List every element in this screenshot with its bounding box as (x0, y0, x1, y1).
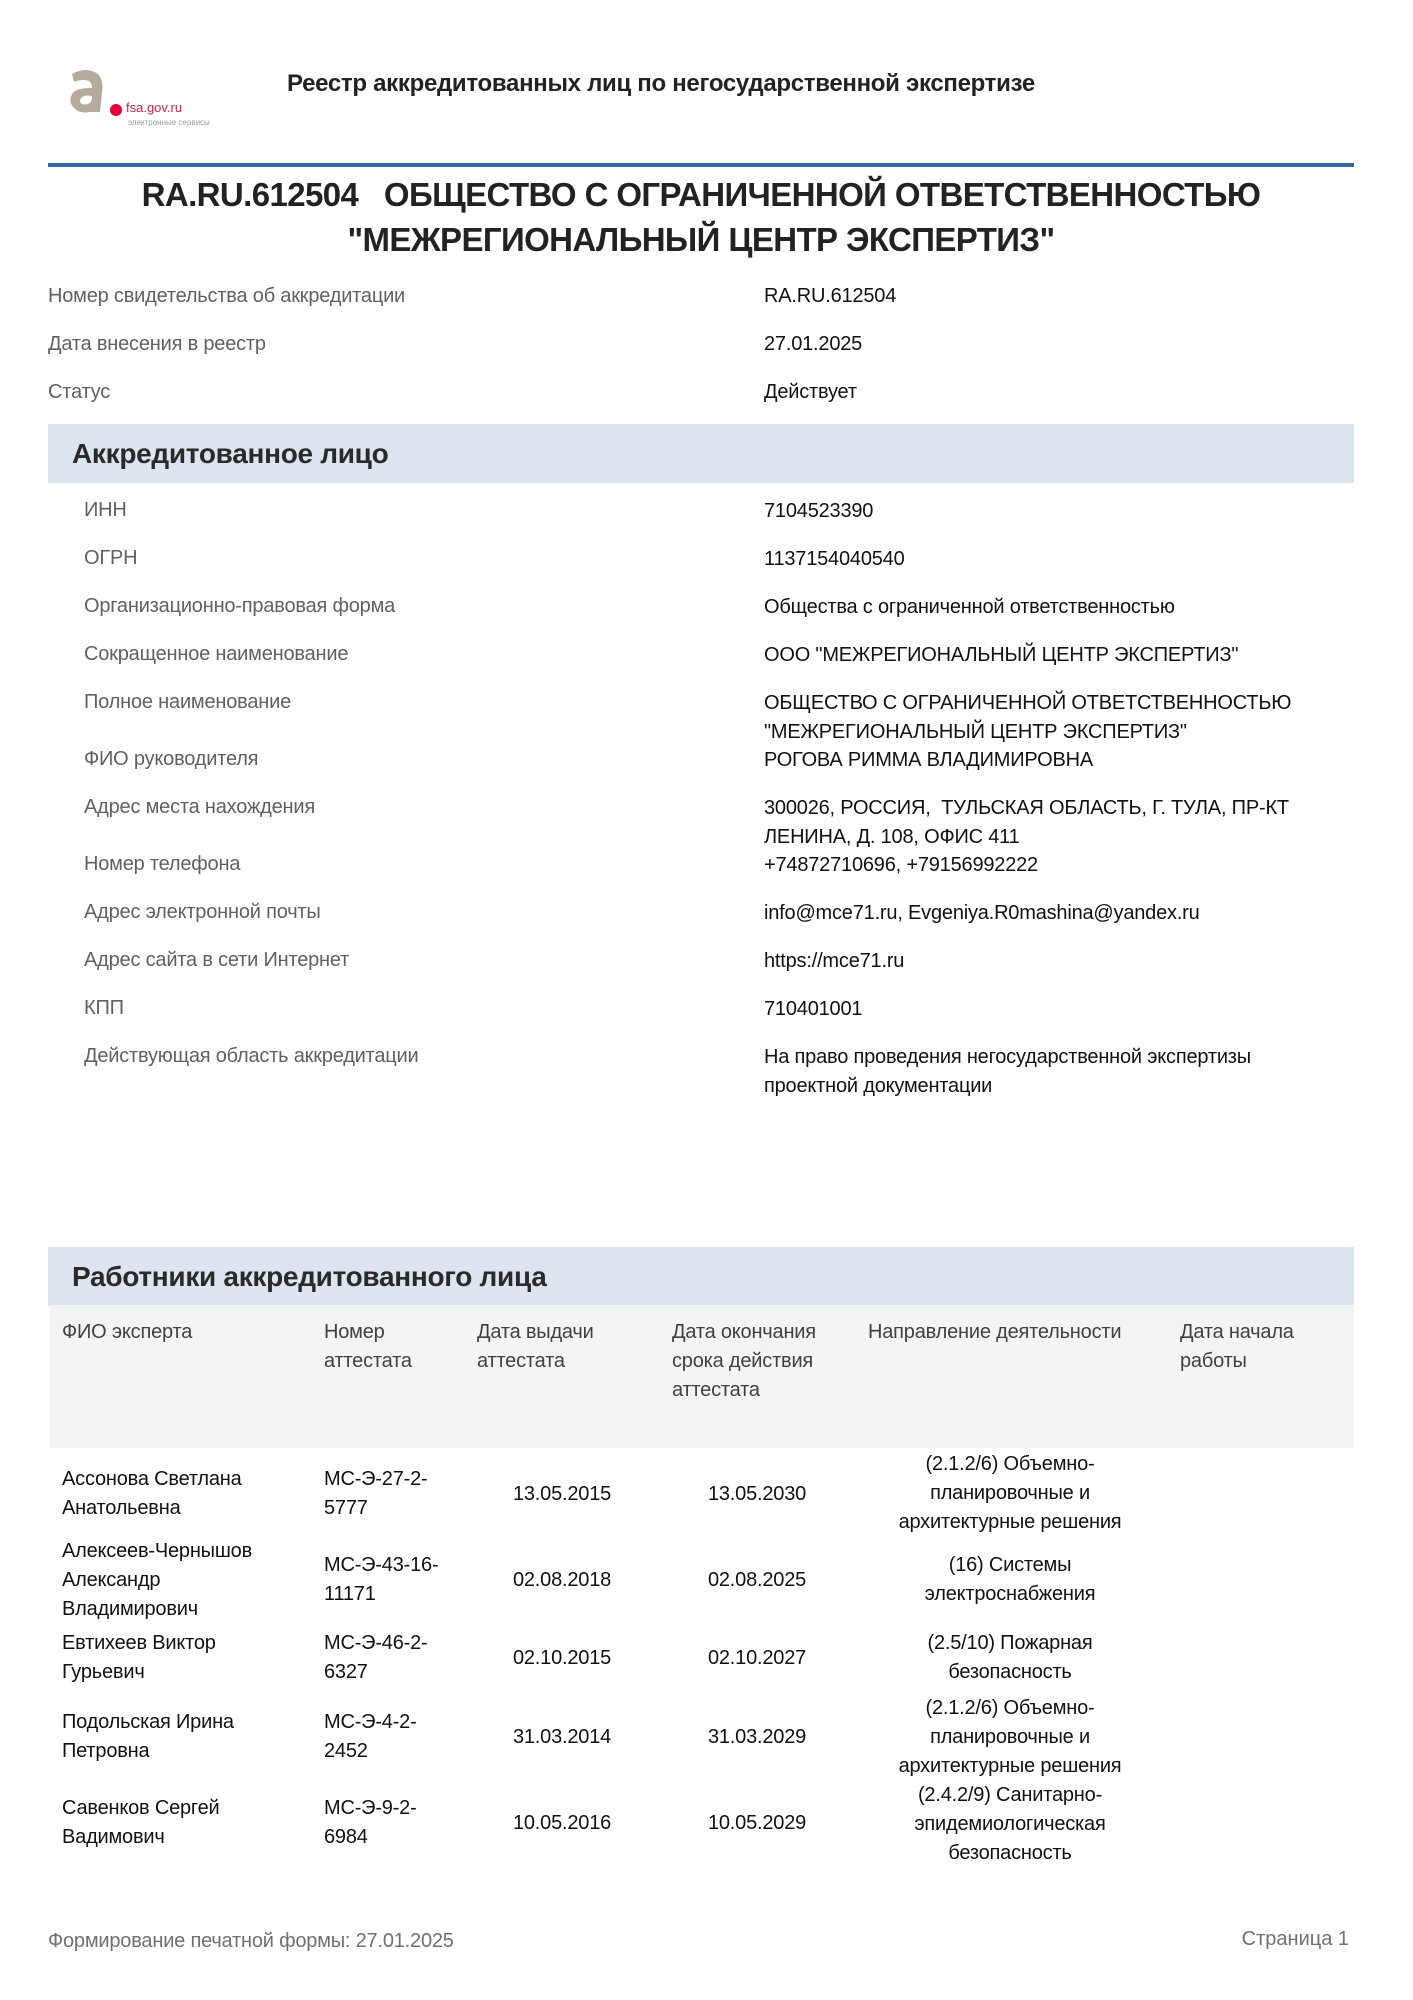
cell-line: Александр (62, 1569, 161, 1591)
field-value-scope (764, 1043, 1251, 1101)
column-header-expert-name (62, 1318, 192, 1347)
header-line: Дата окончания (672, 1321, 816, 1343)
field-value-address (764, 794, 1289, 852)
cell-line: Вадимович (62, 1826, 165, 1848)
value-line: +74872710696, +79156992222 (764, 854, 1038, 876)
cell-line: Ассонова Светлана (62, 1468, 242, 1490)
field-label-website: Адрес сайта в сети Интернет (84, 949, 350, 971)
cell-issue-date: 31.03.2014 (512, 1726, 612, 1748)
section-title: Работники аккредитованного лица (72, 1261, 547, 1292)
field-label-full-name: Полное наименование (84, 691, 292, 713)
column-header-start-date (1180, 1318, 1294, 1376)
value-line: 300026, РОССИЯ, ТУЛЬСКАЯ ОБЛАСТЬ, Г. ТУЛА, ПР-КТ (764, 797, 1289, 819)
cell-cert-number (324, 1629, 428, 1687)
cell-issue-date: 10.05.2016 (512, 1812, 612, 1834)
cell-line: Анатольевна (62, 1497, 181, 1519)
cell-line: Савенков Сергей (62, 1797, 220, 1819)
summary-value: 27.01.2025 (764, 333, 863, 355)
cell-line: архитектурные решения (898, 1755, 1122, 1777)
field-value-legal-form (764, 593, 1175, 622)
registry-title: Реестр аккредитованных лиц по негосударственной экспертизе (287, 70, 1035, 97)
print-date: Формирование печатной формы: 27.01.2025 (48, 1930, 454, 1952)
document-title-line-2: "МЕЖРЕГИОНАЛЬНЫЙ ЦЕНТР ЭКСПЕРТИЗ" (347, 221, 1055, 258)
cell-line: МС-Э-9-2- (324, 1797, 417, 1819)
document-title (48, 172, 1354, 262)
field-label-phone: Номер телефона (84, 853, 241, 875)
cell-line: планировочные и (930, 1482, 1090, 1504)
cell-line: (16) Системы (948, 1554, 1072, 1576)
section-workers (48, 1247, 1354, 1306)
cell-line: Гурьевич (62, 1661, 145, 1683)
value-line: проектной документации (764, 1075, 993, 1097)
cell-issue-date: 02.10.2015 (512, 1647, 612, 1669)
cell-expiry-date: 31.03.2029 (707, 1726, 807, 1748)
cell-line: МС-Э-4-2- (324, 1711, 417, 1733)
page-number: Страница 1 (1241, 1928, 1349, 1950)
value-line: "МЕЖРЕГИОНАЛЬНЫЙ ЦЕНТР ЭКСПЕРТИЗ" (764, 721, 1187, 743)
header-line: Дата выдачи (477, 1321, 594, 1343)
cell-line: 5777 (324, 1497, 368, 1519)
field-label-address: Адрес места нахождения (84, 796, 315, 818)
cell-direction (860, 1781, 1160, 1868)
value-line: РОГОВА РИММА ВЛАДИМИРОВНА (764, 749, 1094, 771)
cell-line: МС-Э-43-16- (324, 1554, 439, 1576)
value-line: На право проведения негосударственной экспертизы (764, 1046, 1251, 1068)
field-label-director: ФИО руководителя (84, 748, 259, 770)
cell-issue-date: 02.08.2018 (512, 1569, 612, 1591)
header-divider (48, 163, 1354, 167)
cell-expiry-date: 13.05.2030 (707, 1483, 807, 1505)
header-line: Дата начала (1180, 1321, 1294, 1343)
cell-line: Подольская Ирина (62, 1711, 234, 1733)
cell-issue-date: 13.05.2015 (512, 1483, 612, 1505)
cell-line: 6984 (324, 1826, 368, 1848)
cell-line: 11171 (324, 1583, 376, 1605)
cell-line: Евтихеев Виктор (62, 1632, 216, 1654)
cell-expert-name (62, 1537, 252, 1624)
value-line: 710401001 (764, 998, 863, 1020)
cell-line: (2.4.2/9) Санитарно- (917, 1784, 1103, 1806)
cell-expiry-date: 02.10.2027 (707, 1647, 807, 1669)
column-header-expiry-date (672, 1318, 816, 1405)
field-label-scope: Действующая область аккредитации (84, 1045, 419, 1067)
cell-line: 6327 (324, 1661, 368, 1683)
cell-direction (860, 1551, 1160, 1609)
cell-cert-number (324, 1551, 438, 1609)
field-label-email: Адрес электронной почты (84, 901, 321, 923)
logo-subtitle: электронные сервисы (128, 118, 210, 127)
field-value-full-name (764, 689, 1291, 747)
value-line: https://mce71.ru (764, 950, 905, 972)
logo-dot-icon (110, 104, 122, 116)
cell-line: 2452 (324, 1740, 368, 1762)
header-line: ФИО эксперта (62, 1321, 193, 1343)
cell-line: Владимирович (62, 1598, 198, 1620)
value-line: ООО "МЕЖРЕГИОНАЛЬНЫЙ ЦЕНТР ЭКСПЕРТИЗ" (764, 644, 1239, 666)
field-label-ogrn: ОГРН (84, 547, 138, 569)
cell-cert-number (324, 1465, 428, 1523)
header-line: работы (1180, 1350, 1247, 1372)
column-header-issue-date (477, 1318, 594, 1376)
field-label-legal-form: Организационно-правовая форма (84, 595, 396, 617)
cell-line: архитектурные решения (898, 1511, 1122, 1533)
cell-expert-name (62, 1708, 234, 1766)
field-value-ogrn (764, 545, 905, 574)
document-title-line-1: RA.RU.612504 ОБЩЕСТВО С ОГРАНИЧЕННОЙ ОТВЕТСТВЕННОСТЬЮ (141, 176, 1261, 213)
header-line: Направление деятельности (868, 1321, 1122, 1343)
summary-value: RA.RU.612504 (764, 285, 897, 307)
header-line: аттестата (672, 1379, 760, 1401)
header-line: аттестата (477, 1350, 565, 1372)
cell-line: Алексеев-Чернышов (62, 1540, 253, 1562)
cell-line: МС-Э-46-2- (324, 1632, 428, 1654)
cell-expert-name (62, 1794, 219, 1852)
cell-cert-number (324, 1708, 417, 1766)
cell-line: (2.1.2/6) Объемно- (925, 1697, 1095, 1719)
summary-label: Номер свидетельства об аккредитации (48, 285, 406, 307)
cell-line: (2.5/10) Пожарная (927, 1632, 1093, 1654)
value-line: Общества с ограниченной ответственностью (764, 596, 1175, 618)
fsa-logo-mark-icon (66, 68, 106, 116)
header-line: аттестата (324, 1350, 412, 1372)
value-line: 1137154040540 (764, 548, 905, 570)
value-line: info@mce71.ru, Evgeniya.R0mashina@yandex.ru (764, 902, 1200, 924)
cell-line: МС-Э-27-2- (324, 1468, 428, 1490)
field-value-short-name (764, 641, 1238, 670)
cell-line: безопасность (948, 1842, 1072, 1864)
column-header-direction (868, 1318, 1121, 1347)
cell-direction (860, 1629, 1160, 1687)
summary-label: Статус (48, 381, 111, 403)
field-value-director (764, 746, 1093, 775)
value-line: ОБЩЕСТВО С ОГРАНИЧЕННОЙ ОТВЕТСТВЕННОСТЬЮ (764, 692, 1292, 714)
cell-direction (860, 1694, 1160, 1781)
cell-line: эпидемиологическая (914, 1813, 1106, 1835)
cell-line: электроснабжения (924, 1583, 1096, 1605)
field-value-website (764, 947, 904, 976)
field-value-inn (764, 497, 873, 526)
cell-direction (860, 1450, 1160, 1537)
header-line: Номер (324, 1321, 385, 1343)
value-line: ЛЕНИНА, Д. 108, ОФИС 411 (764, 826, 1020, 848)
logo-site-name: fsa.gov.ru (126, 100, 183, 115)
field-label-inn: ИНН (84, 499, 127, 521)
cell-expert-name (62, 1629, 216, 1687)
cell-cert-number (324, 1794, 417, 1852)
cell-expiry-date: 10.05.2029 (707, 1812, 807, 1834)
cell-line: безопасность (948, 1661, 1072, 1683)
fsa-logo (66, 64, 266, 128)
cell-expert-name (62, 1465, 242, 1523)
cell-line: планировочные и (930, 1726, 1090, 1748)
value-line: 7104523390 (764, 500, 874, 522)
header-line: срока действия (672, 1350, 814, 1372)
cell-line: Петровна (62, 1740, 150, 1762)
cell-expiry-date: 02.08.2025 (707, 1569, 807, 1591)
column-header-cert-number (324, 1318, 412, 1376)
summary-value: Действует (764, 381, 857, 403)
field-label-kpp: КПП (84, 997, 124, 1019)
section-accredited-person (48, 424, 1354, 483)
summary-label: Дата внесения в реестр (48, 333, 266, 355)
cell-line: (2.1.2/6) Объемно- (925, 1453, 1095, 1475)
section-title: Аккредитованное лицо (72, 438, 389, 469)
field-value-phone (764, 851, 1038, 880)
field-label-short-name: Сокращенное наименование (84, 643, 349, 665)
field-value-email (764, 899, 1200, 928)
field-value-kpp (764, 995, 862, 1024)
